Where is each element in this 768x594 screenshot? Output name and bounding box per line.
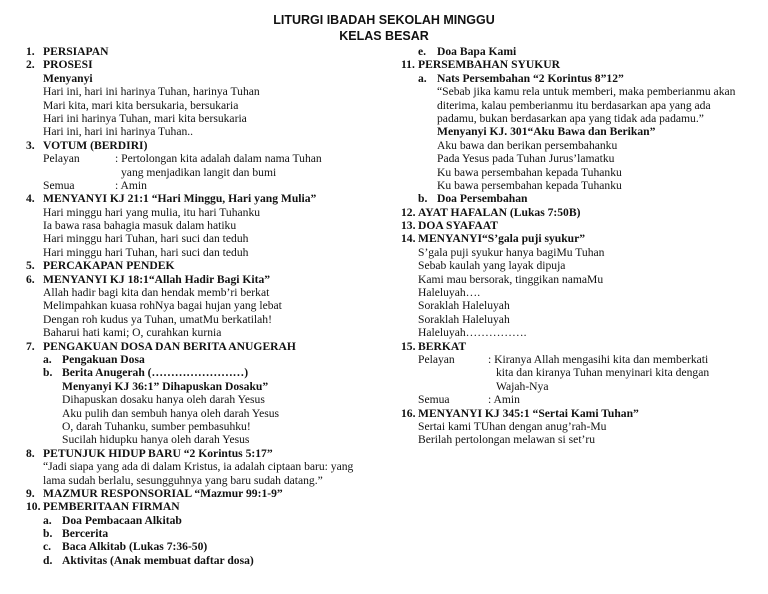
song-subheading: Menyanyi: [43, 71, 93, 85]
lyric-line: O, darah Tuhanku, sumber pembasuhku!: [62, 419, 251, 433]
sub-item-e: [401, 45, 763, 58]
sub-item-a: [26, 514, 381, 527]
section-heading: MENYANYI KJ 18:1“Allah Hadir Bagi Kita”: [43, 272, 271, 286]
verse-line: “Jadi siapa yang ada di dalam Kristus, ia adalah ciptaan baru: yang: [43, 460, 354, 474]
lyric-line: Hari ini, hari ini harinya Tuhan, harinya Tuhan: [43, 85, 260, 99]
section-6: [26, 273, 381, 286]
section-9: [26, 487, 381, 500]
lyric-line: Hari ini harinya Tuhan, mari kita bersukaria: [43, 111, 247, 125]
item-letter: a.: [43, 352, 52, 366]
speaker-text-cont: yang menjadikan langit dan bumi: [121, 165, 277, 179]
speaker-label: Semua: [43, 178, 75, 192]
lyric-line: Hari minggu hari Tuhan, hari suci dan teduh: [43, 245, 249, 259]
section-number: 4.: [26, 192, 35, 206]
verse-line: padamu, bukan berdasarkan apa yang tidak ada padamu.”: [437, 111, 704, 125]
section-heading: PERSIAPAN: [43, 45, 109, 58]
section-heading: PEMBERITAAN FIRMAN: [43, 500, 180, 514]
section-number: 11.: [401, 58, 415, 72]
item-letter: d.: [43, 553, 53, 567]
lyric-line: Haleluyah…………….: [418, 326, 527, 340]
section-heading: PROSESI: [43, 58, 93, 72]
section-number: 15.: [401, 339, 416, 353]
speaker-text: : Amin: [115, 178, 147, 192]
dialog-semua: [401, 393, 763, 406]
speaker-label: Pelayan: [43, 152, 80, 166]
section-number: 9.: [26, 486, 35, 500]
section-heading: BERKAT: [418, 339, 467, 353]
lyric-line: Berilah pertolongan melawan si set’ru: [418, 433, 596, 447]
song-subheading: Menyanyi KJ. 301“Aku Bawa dan Berikan”: [437, 125, 656, 139]
section-16: [401, 407, 763, 420]
lyric-line: Pada Yesus pada Tuhan Jurus’lamatku: [437, 152, 615, 166]
section-12: [401, 206, 763, 219]
sub-item-c: [26, 540, 381, 553]
item-letter: a.: [43, 513, 52, 527]
lyric-line: Dengan roh kudus ya Tuhan, umatMu berkatilah!: [43, 312, 272, 326]
lyric-line: S’gala puji syukur hanya bagiMu Tuhan: [418, 245, 605, 259]
lyric-line: Sucilah hidupku hanya oleh darah Yesus: [62, 433, 250, 447]
item-letter: a.: [418, 71, 427, 85]
lyric-line: Hari ini, hari ini harinya Tuhan..: [43, 125, 194, 139]
section-number: 3.: [26, 138, 35, 152]
sub-item-d: [26, 554, 381, 567]
item-text: Doa Pembacaan Alkitab: [62, 513, 182, 527]
lyric-line: Aku pulih dan sembuh hanya oleh darah Yesus: [62, 406, 280, 420]
section-10: [26, 500, 381, 513]
lyric-line: Dihapuskan dosaku hanya oleh darah Yesus: [62, 393, 265, 407]
section-heading: PETUNJUK HIDUP BARU “2 Korintus 5:17”: [43, 446, 273, 460]
lyric-line: Allah hadir bagi kita dan hendak memb’ri berkat: [43, 286, 270, 300]
speaker-label: Semua: [418, 393, 450, 407]
right-column: [401, 45, 763, 447]
sub-item-b: [401, 192, 763, 205]
item-text: Baca Alkitab (Lukas 7:36-50): [62, 540, 208, 554]
section-number: 12.: [401, 205, 416, 219]
section-number: 14.: [401, 232, 416, 246]
section-number: 1.: [26, 45, 35, 58]
section-1: [26, 45, 381, 58]
section-heading: MENYANYI KJ 21:1 “Hari Minggu, Hari yang Mulia”: [43, 192, 317, 206]
item-text: Pengakuan Dosa: [62, 352, 145, 366]
speaker-text: : Pertolongan kita adalah dalam nama Tuhan: [115, 152, 322, 166]
item-letter: c.: [43, 540, 52, 554]
dialog-semua: [26, 179, 381, 192]
lyric-line: Haleluyah….: [418, 286, 481, 300]
section-2: [26, 58, 381, 71]
section-number: 5.: [26, 259, 35, 273]
lyric-line: Mari kita, mari kita bersukaria, bersukaria: [43, 98, 239, 112]
section-heading: PERCAKAPAN PENDEK: [43, 259, 175, 273]
lyric-line: Sertai kami TUhan dengan anug’rah-Mu: [418, 419, 607, 433]
page-title: LITURGI IBADAH SEKOLAH MINGGU: [273, 13, 495, 27]
section-heading: VOTUM (BERDIRI): [43, 138, 148, 152]
sub-item-b: [26, 527, 381, 540]
item-letter: b.: [43, 366, 53, 380]
section-7: [26, 340, 381, 353]
section-heading: PENGAKUAN DOSA DAN BERITA ANUGERAH: [43, 339, 296, 353]
section-number: 2.: [26, 58, 35, 72]
lyric-line: Ia bawa rasa bahagia masuk dalam hatiku: [43, 219, 237, 233]
speaker-text: : Amin: [488, 393, 520, 407]
item-text: Aktivitas (Anak membuat daftar dosa): [62, 553, 254, 567]
item-text: Doa Persembahan: [437, 192, 528, 206]
speaker-text: : Kiranya Allah mengasihi kita dan memberkati: [488, 352, 709, 366]
lyric-line: Soraklah Haleluyah: [418, 299, 510, 313]
lyric-line: Hari minggu hari Tuhan, hari suci dan teduh: [43, 232, 249, 246]
section-number: 10.: [26, 500, 41, 514]
section-11: [401, 58, 763, 71]
item-letter: e.: [418, 45, 427, 58]
verse-line: “Sebab jika kamu rela untuk memberi, maka pemberianmu akan: [437, 85, 736, 99]
lyric-line: Melimpahkan kuasa rohNya bagai hujan yang lebat: [43, 299, 282, 313]
lyric-line: Kami mau bersorak, tinggikan namaMu: [418, 272, 604, 286]
speaker-label: Pelayan: [418, 352, 455, 366]
section-5: [26, 259, 381, 272]
item-text: Berita Anugerah (……………………): [62, 366, 249, 380]
section-heading: DOA SYAFAAT: [418, 219, 498, 233]
song-subheading: Menyanyi KJ 36:1” Dihapuskan Dosaku”: [62, 379, 269, 393]
section-13: [401, 219, 763, 232]
page-subtitle: KELAS BESAR: [339, 29, 429, 43]
section-number: 6.: [26, 272, 35, 286]
section-8: [26, 447, 381, 460]
section-heading: AYAT HAFALAN (Lukas 7:50B): [418, 205, 581, 219]
section-15: [401, 340, 763, 353]
item-text: Nats Persembahan “2 Korintus 8”12”: [437, 71, 624, 85]
left-column: [26, 45, 381, 567]
lyric-line: Soraklah Haleluyah: [418, 312, 510, 326]
lyric-line: Sebab kaulah yang layak dipuja: [418, 259, 566, 273]
lyric-line: Baharui hati kami; O, curahkan kurnia: [43, 326, 222, 340]
section-14: [401, 232, 763, 245]
section-heading: MENYANYI KJ 345:1 “Sertai Kami Tuhan”: [418, 406, 639, 420]
section-number: 7.: [26, 339, 35, 353]
section-3: [26, 139, 381, 152]
item-text: Bercerita: [62, 527, 109, 541]
lyric-line: Ku bawa persembahan kepada Tuhanku: [437, 178, 622, 192]
item-letter: b.: [43, 527, 53, 541]
lyric-line: Aku bawa dan berikan persembahanku: [437, 138, 618, 152]
speaker-text-cont: kita dan kiranya Tuhan menyinari kita dengan: [496, 366, 710, 380]
lyric-line: Ku bawa persembahan kepada Tuhanku: [437, 165, 622, 179]
section-heading: PERSEMBAHAN SYUKUR: [418, 58, 561, 72]
speaker-text-cont: Wajah-Nya: [496, 379, 549, 393]
sub-item-a: [401, 72, 763, 85]
section-number: 8.: [26, 446, 35, 460]
section-heading: MAZMUR RESPONSORIAL “Mazmur 99:1-9”: [43, 486, 283, 500]
verse-line: diterima, kalau pemberianmu itu berdasarkan apa yang ada: [437, 98, 711, 112]
sub-item-b: [26, 366, 381, 379]
section-4: [26, 192, 381, 205]
verse-line: lama sudah berlalu, sesungguhnya yang baru sudah datang.”: [43, 473, 323, 487]
item-text: Doa Bapa Kami: [437, 45, 517, 58]
section-number: 13.: [401, 219, 416, 233]
lyric-line: Hari minggu hari yang mulia, itu hari Tuhanku: [43, 205, 261, 219]
section-heading: MENYANYI“S’gala puji syukur”: [418, 232, 586, 246]
item-letter: b.: [418, 192, 428, 206]
section-number: 16.: [401, 406, 416, 420]
dialog-pelayan: [26, 152, 381, 165]
sub-item-a: [26, 353, 381, 366]
dialog-pelayan: [401, 353, 763, 366]
